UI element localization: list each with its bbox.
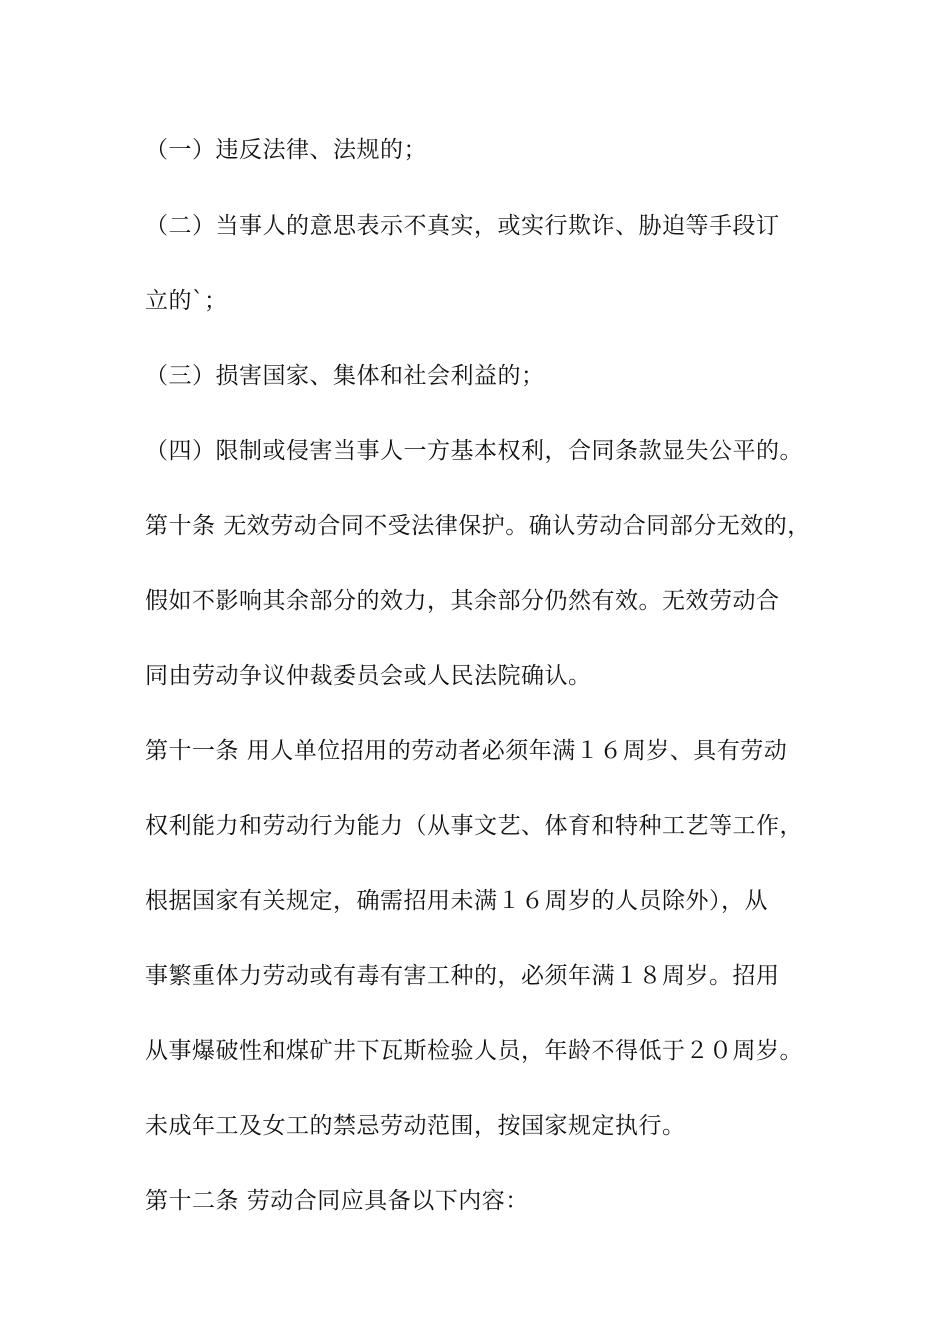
- article-12-line-1: 第十二条 劳动合同应具备以下内容：: [145, 1188, 529, 1214]
- article-11-line-3: 根据国家有关规定，确需招用未满１６周岁的人员除外），从: [145, 888, 768, 914]
- article-11-line-4: 事繁重体力劳动或有毒有害工种的，必须年满１８周岁。招用: [145, 963, 780, 989]
- article-11-line-5: 从事爆破性和煤矿井下瓦斯检验人员，年龄不得低于２０周岁。: [145, 1038, 803, 1064]
- clause-item-2-continued: 立的`；: [145, 288, 228, 314]
- clause-item-4: （四）限制或侵害当事人一方基本权利，合同条款显失公平的。: [145, 438, 803, 464]
- article-10-line-1: 第十条 无效劳动合同不受法律保护。确认劳动合同部分无效的，: [145, 513, 811, 539]
- clause-item-3: （三）损害国家、集体和社会利益的；: [145, 363, 545, 389]
- clause-item-2: （二）当事人的意思表示不真实，或实行欺诈、胁迫等手段订: [145, 213, 780, 239]
- article-10-line-2: 假如不影响其余部分的效力，其余部分仍然有效。无效劳动合: [145, 588, 780, 614]
- article-11-line-6: 未成年工及女工的禁忌劳动范围，按国家规定执行。: [145, 1113, 686, 1139]
- article-10-line-3: 同由劳动争议仲裁委员会或人民法院确认。: [145, 663, 592, 689]
- article-11-line-1: 第十一条 用人单位招用的劳动者必须年满１６周岁、具有劳动: [145, 738, 788, 764]
- article-11-line-2: 权利能力和劳动行为能力（从事文艺、体育和特种工艺等工作，: [145, 813, 803, 839]
- clause-item-1: （一）违反法律、法规的；: [145, 137, 427, 163]
